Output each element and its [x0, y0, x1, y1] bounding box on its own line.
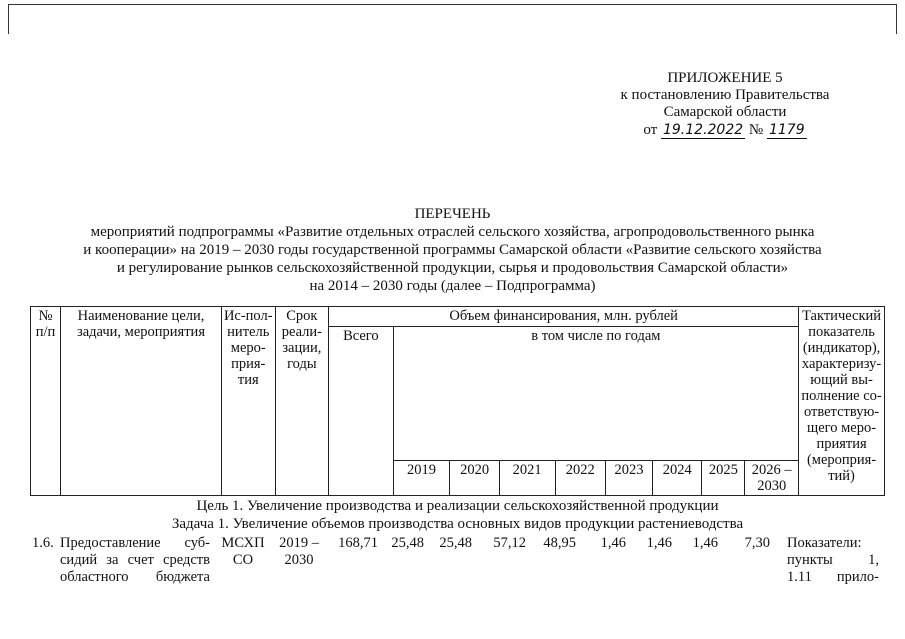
appendix-title: ПРИЛОЖЕНИЕ 5	[667, 70, 783, 86]
row-value-2024: 1,46	[646, 535, 672, 551]
row-indicator-word: 1,	[868, 552, 879, 568]
doc-title-line-4: на 2014 – 2030 годы (далее – Подпрограмма)	[309, 278, 596, 294]
row-term-line-2: 2030	[284, 552, 314, 568]
page-frame-left	[8, 4, 9, 34]
row-number: 1.6.	[32, 535, 54, 551]
header-name: Наименование цели, задачи, мероприятия	[61, 307, 222, 496]
row-value-2023: 1,46	[600, 535, 626, 551]
header-year: 2024	[653, 461, 702, 496]
row-indicator-line-3	[787, 569, 879, 586]
header-funding: Объем финансирования, млн. рублей	[329, 307, 799, 327]
page-frame-top	[8, 4, 897, 5]
handwritten-date: 19.12.2022	[662, 122, 744, 138]
row-name-word: сидий	[60, 552, 98, 568]
header-by-years: в том числе по годам	[393, 327, 799, 461]
row-value-2021: 57,12	[493, 535, 526, 551]
header-executor: Ис-пол-нитель меро-прия-тия	[221, 307, 275, 496]
row-indicator-line-2	[787, 552, 879, 569]
header-year: 2019	[393, 461, 450, 496]
header-year: 2023	[605, 461, 652, 496]
appendix-date-line	[560, 122, 890, 139]
row-value-2020: 25,48	[439, 535, 472, 551]
handwritten-number: 1179	[768, 122, 805, 138]
row-value-2025: 1,46	[692, 535, 718, 551]
row-name-line-1	[60, 535, 210, 552]
row-executor-line-2: СО	[232, 552, 254, 568]
doc-title-line-2: и кооперации» на 2019 – 2030 годы государственной программы Самарской области «Развитие сельского хозяйства	[83, 242, 822, 258]
appendix-line-2: Самарской области	[663, 104, 787, 120]
header-year: 2026 – 2030	[745, 461, 799, 496]
row-name-word: Предоставление	[60, 535, 161, 551]
date-prefix: от	[643, 122, 658, 138]
header-total: Всего	[329, 327, 393, 496]
doc-heading: ПЕРЕЧЕНЬ	[414, 206, 491, 222]
goal-line: Цель 1. Увеличение производства и реализации сельскохозяйственной продукции	[196, 498, 719, 514]
header-year: 2020	[450, 461, 499, 496]
doc-title-line-3: и регулирование рынков сельскохозяйственной продукции, сырья и продовольствия Самарской области»	[116, 260, 789, 276]
row-total: 168,71	[338, 535, 378, 551]
row-name-word: суб-	[184, 535, 210, 551]
row-name-line-3	[60, 569, 210, 586]
row-name-word: областного	[60, 569, 129, 585]
number-sign: №	[748, 122, 764, 138]
row-executor-line-1: МСХП	[221, 535, 265, 551]
header-year: 2021	[499, 461, 555, 496]
row-name-word: бюджета	[155, 569, 210, 585]
row-name-word: средств	[163, 552, 210, 568]
header-year: 2025	[702, 461, 745, 496]
page-frame-right	[896, 4, 897, 34]
row-indicator-word: пункты	[787, 552, 833, 568]
row-term-line-1: 2019 –	[279, 535, 319, 551]
row-value-2026-2030: 7,30	[744, 535, 770, 551]
header-indicator: Тактический показатель (индикатор), характеризу-ющий вы-полнение со-ответствую-щего меро-приятия (мероприя-тий)	[799, 307, 885, 496]
row-value-2022: 48,95	[543, 535, 576, 551]
funding-table-header	[30, 306, 885, 496]
row-name-line-2	[60, 552, 210, 569]
header-term: Срок реали-зации, годы	[275, 307, 329, 496]
row-value-2019: 25,48	[391, 535, 424, 551]
task-line: Задача 1. Увеличение объемов производства основных видов продукции растениеводства	[171, 516, 744, 532]
header-num: № п/п	[31, 307, 61, 496]
row-indicator-line-1: Показатели:	[787, 535, 862, 551]
appendix-line-1: к постановлению Правительства	[620, 87, 830, 103]
row-name-word: счет	[127, 552, 154, 568]
doc-title-line-1: мероприятий подпрограммы «Развитие отдельных отраслей сельского хозяйства, агропродовольственного рынка	[90, 224, 815, 240]
row-indicator-word: 1.11	[787, 569, 812, 585]
row-name-word: за	[106, 552, 119, 568]
row-indicator-word: прило-	[836, 569, 879, 585]
header-year: 2022	[555, 461, 605, 496]
